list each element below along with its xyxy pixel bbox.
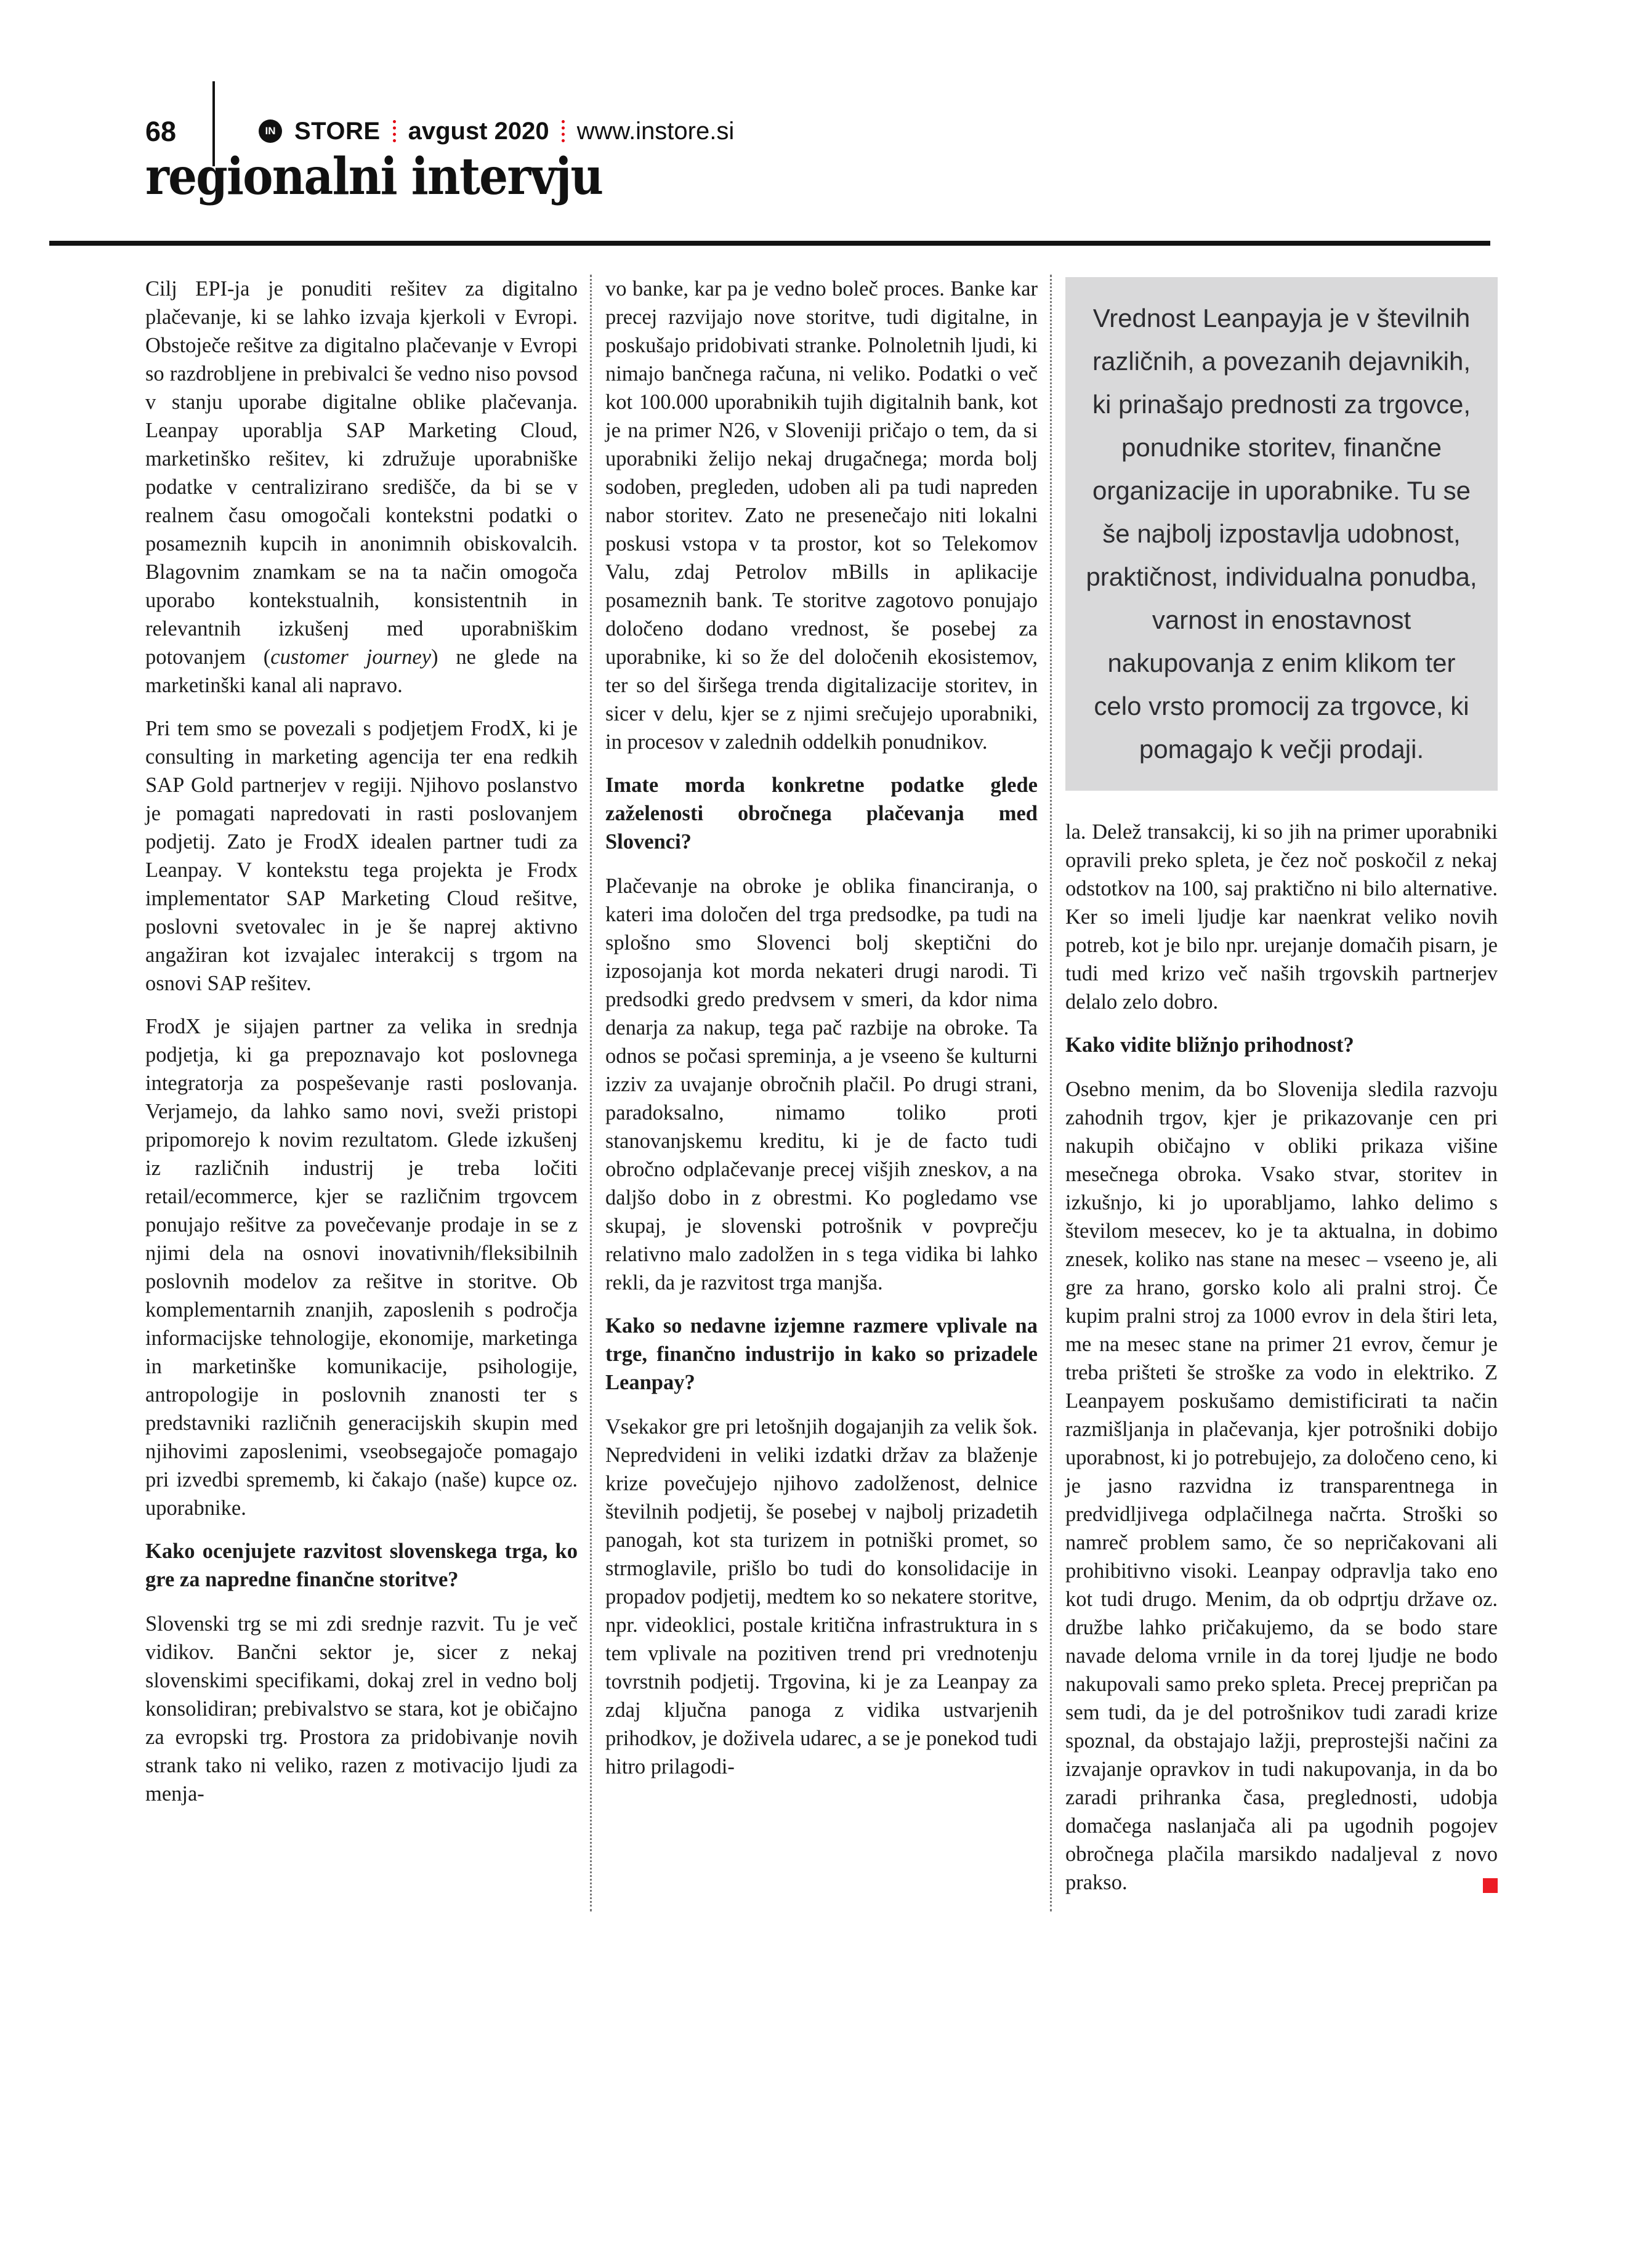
column-1 [145,275,578,1911]
interview-question: Kako so nedavne izjemne razmere vplivale na trge, finančno industrijo in kako so prizadele Leanpay? [605,1314,1038,1394]
paragraph: Pri tem smo se povezali s podjetjem FrodX, ki je consulting in marketing agencija ter ena redkih SAP Gold partnerjev v regiji. Njihovo poslanstvo je pomagati napredovati in rasti poslovanjem podjetij. Zato je FrodX idealen partner tudi za Leanpay. V kontekstu tega projekta je Frodx implementator SAP Marketing Cloud rešitve, poslovni svetovalec in je še naprej aktivno angažiran kot izvajalec interakcij s trgom na osnovi SAP rešitev. [145,717,578,995]
page-number: 68 [145,116,177,147]
paragraph: Cilj EPI-ja je ponuditi rešitev za digitalno plačevanje, ki se lahko izvaja kjerkoli v Evropi. Obstoječe rešitve za digitalno plačevanje v Evropi so razdrobljene in prebivalci še vedno niso povsod v stanju uporabe digitalne oblike plačevanja. Leanpay uporablja SAP Marketing Cloud, marketinško rešitev, ki združuje uporabniške podatke v centralizirano središče, da bi se v realnem času omogočali kontekstni podatki o posameznih kupcih in anonimnih obiskovalcih. Blagovnim znamkam se na ta način omogoča uporabo kontekstualnih, konsistentnih in relevantnih izkušenj med uporabniškim potovanjem (customer journey) ne glede na marketinški kanal ali napravo. [145,277,578,697]
paragraph: Vsekakor gre pri letošnjih dogajanjih za velik šok. Nepredvideni in veliki izdatki držav za blaženje krize povečujejo njihovo zadolženost, delnice številnih podjetij, še posebej v najbolj prizadetih panogah, kot sta turizem in potniški promet, so strmoglavile, prišlo bo tudi do konsolidacije in propadov podjetij, medtem ko so nekatere storitve, npr. videoklici, postale kritična infrastruktura in s tem vplivale na pozitiven trend pri vrednotenju tovrstnih podjetij. Trgovina, ki je za Leanpay za zdaj ključna panoga z vidika ustvarjenih prihodkov, je doživela udarec, a se je ponekod tudi hitro prilagodi- [605,1415,1038,1778]
instore-logo-icon: IN [259,119,282,143]
paragraph: vo banke, kar pa je vedno boleč proces. Banke kar precej razvijajo nove storitve, tudi digitalne, in poskušajo pridobivati stranke. Polnoletnih ljudi, ki nimajo bančnega računa, ni veliko. Podatki o več kot 100.000 uporabnikih tujih digitalnih bank, kot je na primer N26, v Sloveniji pričajo o tem, da si uporabniki želijo nekaj drugačnega; morda bolj sodoben, pregleden, udoben ali pa tudi napreden nabor storitev. Zato ne presenečajo niti lokalni poskusi vstopa v ta prostor, kot so Telekomov Valu, zdaj Petrolov mBills in aplikacije posameznih bank. Te storitve zagotovo ponujajo določeno dodano vrednost, še posebej za uporabnike, ki so že del določenih ekosistemov, ter so del širšega trenda digitalizacije storitev, in sicer v delu, kjer se z njimi srečujejo uporabniki, in procesov v zalednih oddelkih ponudnikov. [605,277,1038,754]
article-end-mark [1483,1878,1498,1893]
section-title: regionalni intervju [145,147,603,206]
article-columns [145,275,1498,1911]
column-2 [590,275,1038,1911]
pull-quote: Vrednost Leanpayja je v številnih različnih, a povezanih dejavnikih, ki prinašajo prednosti za trgovce, ponudnike storitev, finančne organizacije in uporabnike. Tu se še najbolj izpostavlja udobnost, praktičnost, individualna ponudba, varnost in enostavnost nakupovanja z enim klikom ter celo vrsto promocij za trgovce, ki pomagajo k večji prodaji. [1065,277,1498,791]
paragraph: Plačevanje na obroke je oblika financiranja, o kateri ima določen del trga predsodke, pa tudi na splošno smo Slovenci bolj skeptični do izposojanja kot morda nekateri drugi narodi. Ti predsodki gredo predvsem v smeri, da kdor nima denarja za nakup, tega pač razbije na obroke. Ta odnos se počasi spreminja, a je vseeno še kulturni izziv za uvajanje obročnih plačil. Po drugi strani, paradoksalno, nimamo toliko proti stanovanjskemu kreditu, ki je de facto tudi obročno odplačevanje precej višjih zneskov, a na daljšo dobo in z obrestmi. Ko pogledamo vse skupaj, je slovenski potrošnik v povprečju relativno malo zadolžen in s tega vidika bi lahko rekli, da je razvitost trga manjša. [605,874,1038,1294]
issue-date: avgust 2020 [408,117,549,145]
title-rule [49,241,1490,246]
interview-question: Imate morda konkretne podatke glede zaželenosti obročnega plačevanja med Slovenci? [605,773,1038,854]
paragraph: FrodX je sijajen partner za velika in srednja podjetja, ki ga prepoznavajo kot poslovnega integratorja za pospeševanje rasti poslovanja. Verjamejo, da lahko samo novi, sveži pristopi pripomorejo k novim rezultatom. Glede izkušenj iz različnih industrij je treba ločiti retail/ecommerce, kjer se različnim trgovcem ponujajo rešitve za povečevanje prodaje in se z njimi dela na osnovi inovativnih/fleksibilnih poslovnih modelov za rešitve in storitve. Ob komplementarnih znanjih, zaposlenih s področja informacijske tehnologije, ekonomije, marketinga in marketinške komunikacije, psihologije, antropologije in poslovnih znanosti ter s predstavniki različnih generacijskih skupin med njihovimi zaposlenimi, vseobsegajoče pomagajo pri izvedbi sprememb, ki čakajo (naše) kupce oz. uporabnike. [145,1015,578,1520]
interview-question: Kako ocenjujete razvitost slovenskega trga, ko gre za napredne finančne storitve? [145,1540,578,1591]
paragraph: Osebno menim, da bo Slovenija sledila razvoju zahodnih trgov, kjer je prikazovanje cen pri nakupih običajno v obliki prikaza višine mesečnega obroka. Vsako stvar, storitev in izkušnjo, ki jo uporabljamo, lahko delimo s številom mesecev, ko je ta aktualna, in dobimo znesek, koliko nas stane na mesec – vseeno je, ali gre za hrano, gorsko kolo ali pralni stroj. Če kupim pralni stroj za 1000 evrov in dela štiri leta, me na mesec stane na primer 21 evrov, čemur je treba prišteti še stroške za vodo in elektriko. Z Leanpayem poskušamo demistificirati ta način razmišljanja in plačevanja, kjer potrošniki dobijo uporabnost, ki jo potrebujejo, za določeno ceno, ki je jasno razvidna iz transparentnega in predvidljivega odplačilnega načrta. Stroški so namreč problem samo, če so nepričakovani ali prohibitivno visoki. Leanpay odpravlja tako eno kot tudi drugo. Menim, da ob odprtju države oz. družbe lahko pričakujemo, da se bodo stare navade deloma vrnile in da torej ljudje ne bodo nakupovali samo preko spleta. Precej prepričan pa sem tudi, da je del potrošnikov tudi zaradi krize spoznal, da obstajajo lažji, preprostejši načini za izvajanje opravkov in tudi nakupovanja, in da bo zaradi prihranka časa, preglednosti, udobja domačega naslanjača ali pa ugodnih pogojev obročnega plačila marsikdo nadaljeval z novo prakso. [1065,1078,1498,1894]
red-dotted-separator [393,120,396,142]
website-url: www.instore.si [576,117,735,145]
interview-question: Kako vidite bližnjo prihodnost? [1065,1033,1354,1057]
italic-phrase: customer journey [270,645,432,669]
column-3 [1050,275,1498,1911]
brand-name: STORE [294,117,381,145]
red-dotted-separator [562,120,565,142]
paragraph: Slovenski trg se mi zdi srednje razvit. Tu je več vidikov. Bančni sektor je, sicer z nekaj slovenskimi specifikami, dokaj zrel in vedno bolj konsolidiran; prebivalstvo se stara, kot je običajno za evropski trg. Prostora za pridobivanje novih strank tako ni veliko, razen z motivacijo ljudi za menja- [145,1612,578,1806]
paragraph: la. Delež transakcij, ki so jih na primer uporabniki opravili preko spleta, je čez noč poskočil z nekaj odstotkov na 100, saj praktično ni bilo alternative. Ker so imeli ljudje kar naenkrat veliko novih potreb, kot je bilo npr. urejanje domačih pisarn, je tudi med krizo več naših trgovskih partnerjev delalo zelo dobro. [1065,820,1498,1014]
masthead [259,117,734,145]
